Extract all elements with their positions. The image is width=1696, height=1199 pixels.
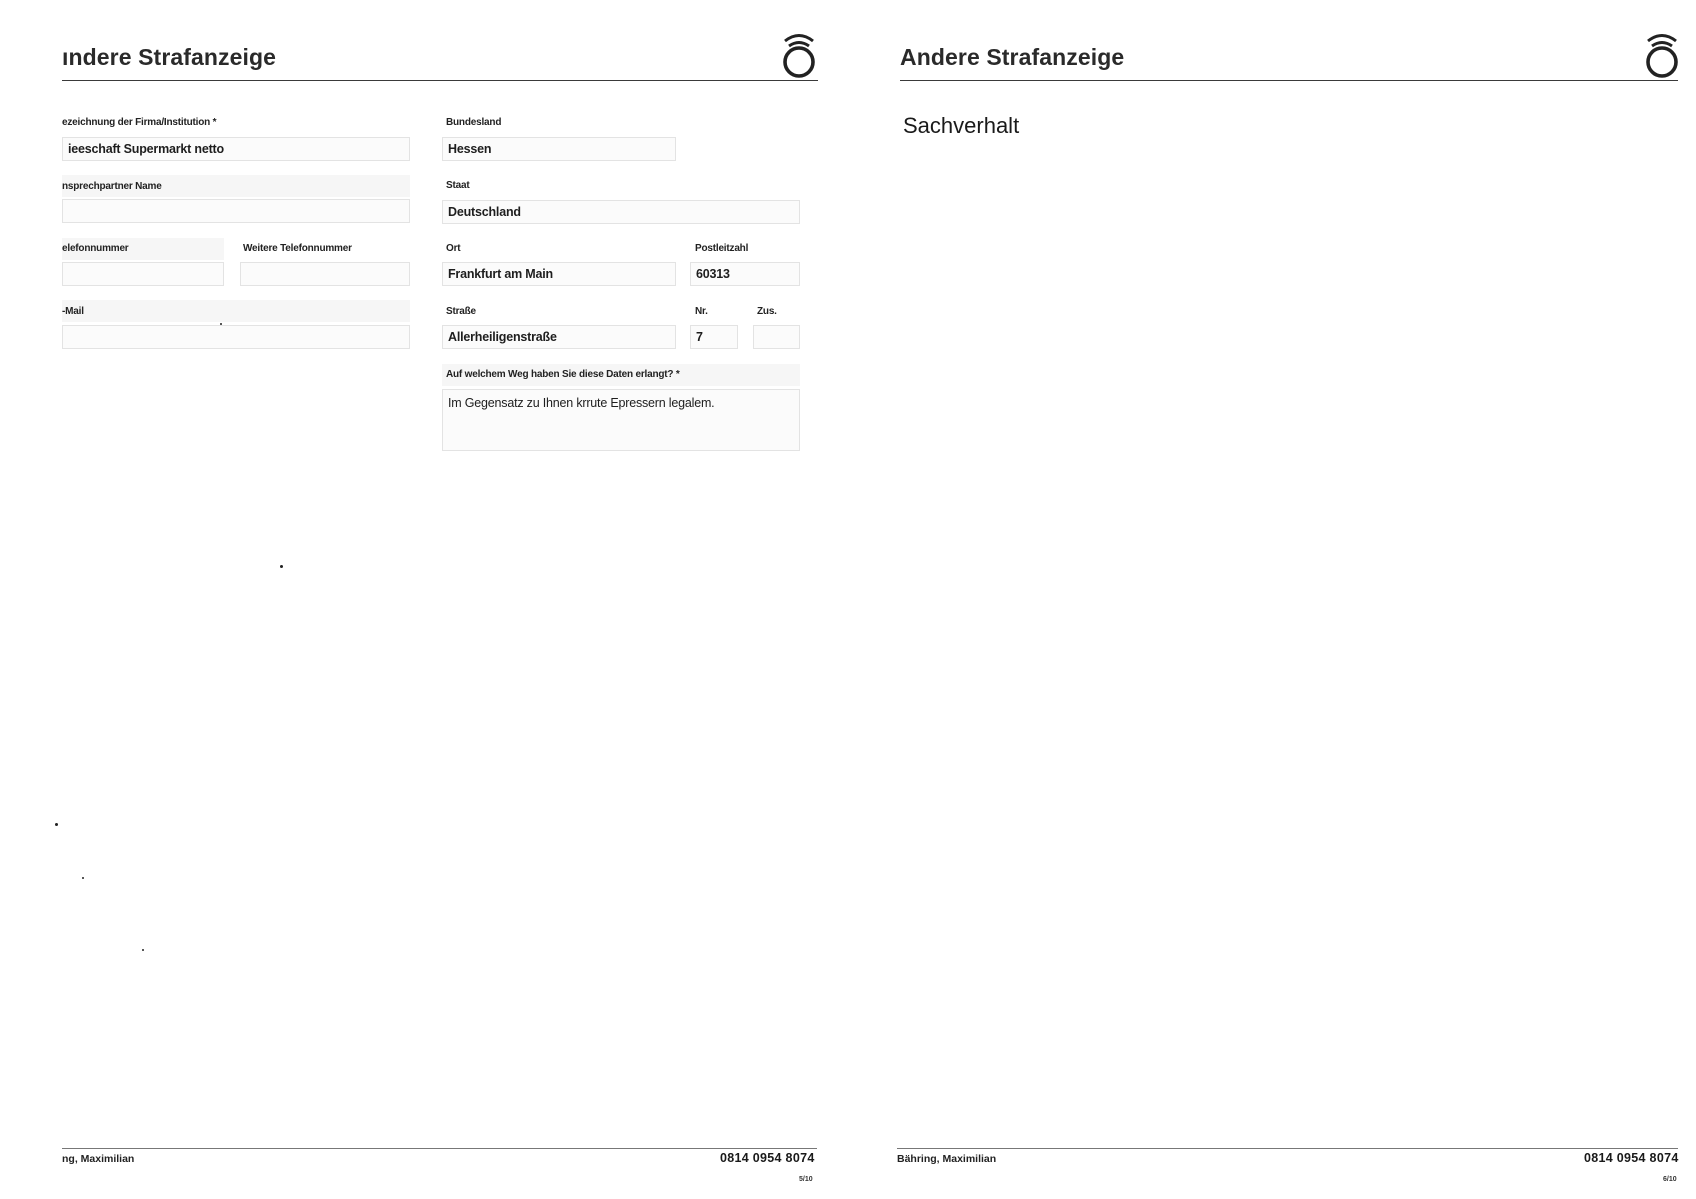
authority-logo-icon [778,30,820,78]
contact-name-field[interactable] [62,199,410,223]
footer-page-number: 5/10 [799,1176,813,1183]
house-number-label: Nr. [695,306,708,317]
phone-label: elefonnummer [62,243,129,254]
country-label: Staat [446,180,470,191]
page-title: ındere Strafanzeige [62,44,277,70]
phone-field[interactable] [62,262,224,286]
phone2-field[interactable] [240,262,410,286]
city-label: Ort [446,243,461,254]
authority-logo-icon [1641,30,1683,78]
phone2-label: Weitere Telefonnummer [243,243,352,254]
house-number-value: 7 [696,330,703,344]
zip-field[interactable] [690,262,800,286]
scan-speck [280,565,283,568]
house-number-field[interactable] [690,325,738,349]
footer-document-number: 0814 0954 8074 [1584,1151,1679,1165]
data-source-value: Im Gegensatz zu Ihnen krrute Epressern legalem. [448,396,715,410]
label-background [62,300,410,322]
scan-speck [82,877,84,879]
zip-label: Postleitzahl [695,243,749,254]
footer-name: Bähring, Maximilian [897,1153,997,1165]
addition-label: Zus. [757,306,777,317]
section-heading: Sachverhalt [903,113,1020,138]
footer-page-number: 6/10 [1663,1176,1677,1183]
email-label: -Mail [62,306,84,317]
footer-divider [62,1148,817,1149]
document-page-6 [860,0,1696,1199]
contact-name-label: nsprechpartner Name [62,181,162,192]
street-value: Allerheiligenstraße [448,330,557,344]
data-source-label: Auf welchem Weg haben Sie diese Daten erlangt? * [446,369,680,380]
state-field[interactable] [442,137,676,161]
country-value: Deutschland [448,205,521,219]
footer-divider [897,1148,1678,1149]
firm-name-label: ezeichnung der Firma/Institution * [62,117,217,128]
scan-speck [142,949,144,951]
firm-name-value: ieeschaft Supermarkt netto [68,142,224,156]
street-field[interactable] [442,325,676,349]
header-divider [900,80,1678,81]
email-field[interactable] [62,325,410,349]
scan-speck [55,823,58,826]
data-source-textarea[interactable] [442,389,800,451]
state-label: Bundesland [446,117,502,128]
footer-name: ng, Maximilian [62,1153,135,1165]
firm-name-field[interactable] [62,137,410,161]
street-label: Straße [446,306,476,317]
city-value: Frankfurt am Main [448,267,553,281]
zip-value: 60313 [696,267,730,281]
page-title: Andere Strafanzeige [900,44,1125,70]
footer-document-number: 0814 0954 8074 [720,1151,815,1165]
header-divider [62,80,818,81]
addition-field[interactable] [753,325,800,349]
state-value: Hessen [448,142,492,156]
document-page-5 [0,0,840,1199]
country-field[interactable] [442,200,800,224]
city-field[interactable] [442,262,676,286]
scan-speck [220,323,222,325]
